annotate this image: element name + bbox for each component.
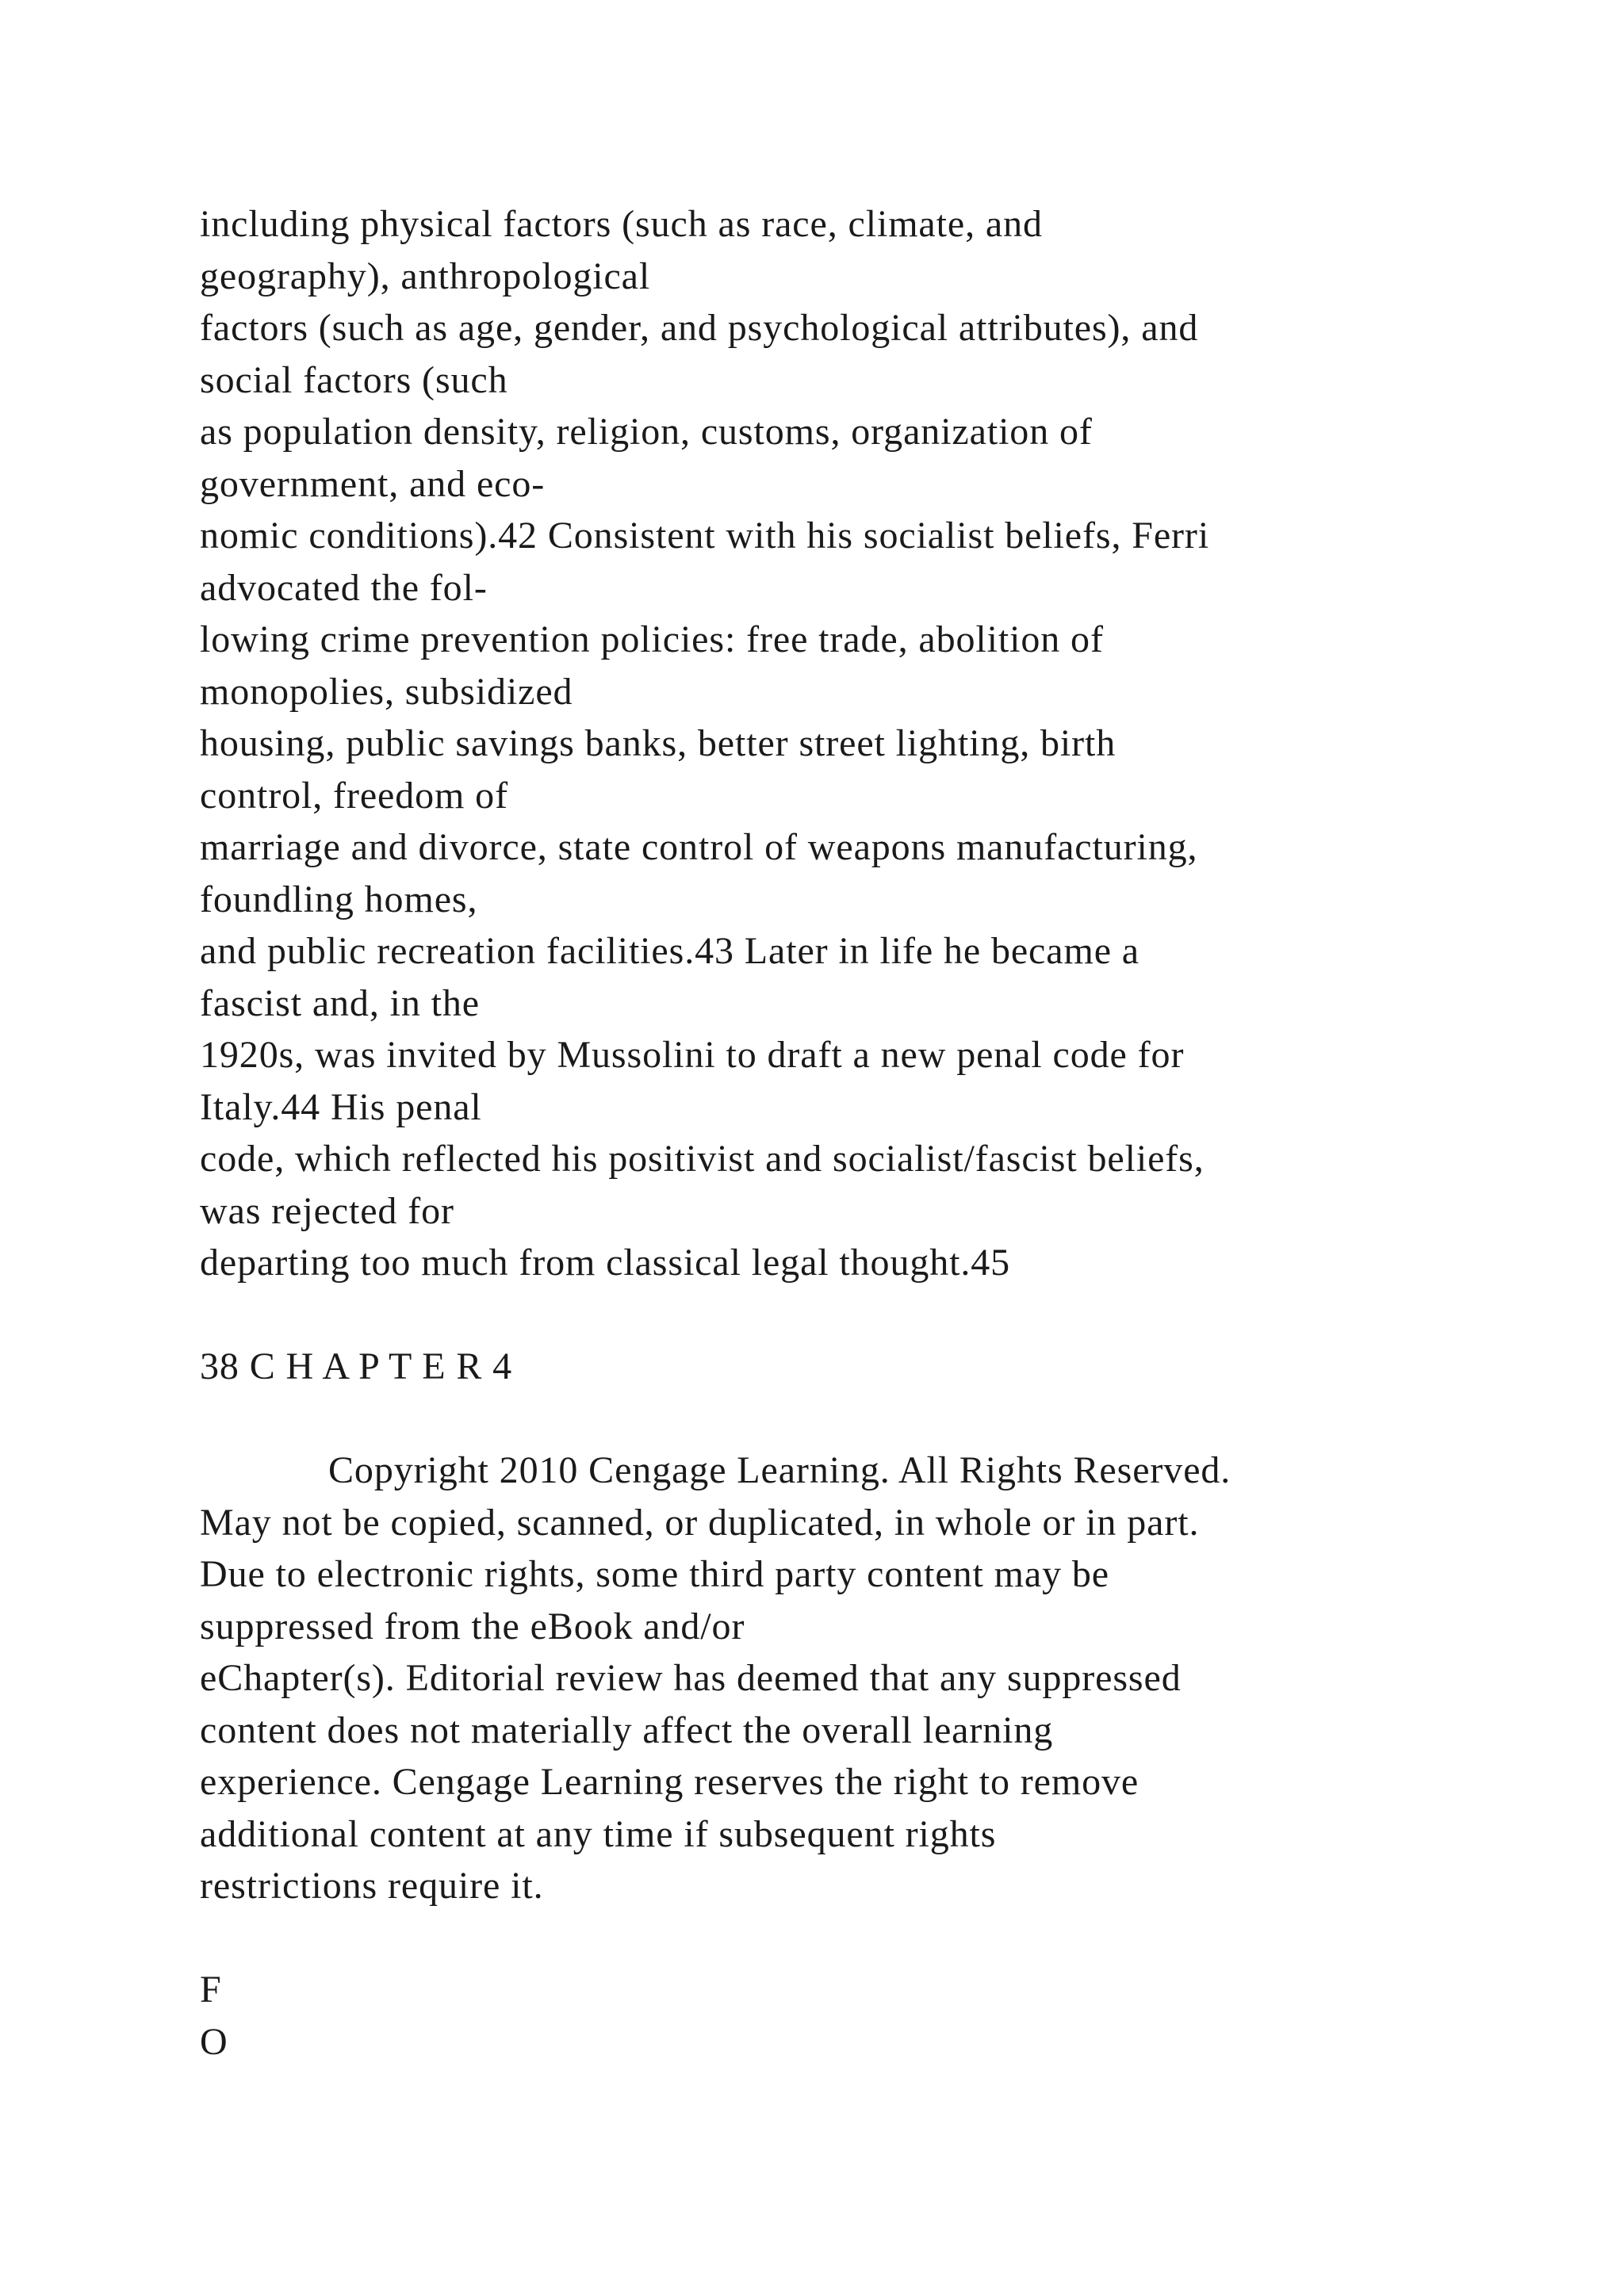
body-line: including physical factors (such as race, climate, and [200, 203, 1043, 245]
body-line: lowing crime prevention policies: free trade, abolition of [200, 618, 1104, 660]
spacer [200, 1393, 1548, 1445]
body-line: departing too much from classical legal thought.45 [200, 1242, 1011, 1284]
body-line: as population density, religion, customs, organization of [200, 411, 1093, 453]
copyright-line: experience. Cengage Learning reserves the right to remove [200, 1761, 1139, 1803]
body-line: foundling homes, [200, 878, 478, 920]
copyright-line: suppressed from the eBook and/or [200, 1605, 745, 1647]
copyright-line: additional content at any time if subsequent rights [200, 1812, 997, 1855]
copyright-line: May not be copied, scanned, or duplicated, in whole or in part. [200, 1501, 1200, 1544]
copyright-line: Due to electronic rights, some third party content may be [200, 1553, 1109, 1595]
copyright-line: eChapter(s). Editorial review has deemed that any suppressed [200, 1657, 1182, 1699]
body-line: social factors (such [200, 358, 508, 401]
trailing-letters [200, 1964, 1548, 2068]
spacer [200, 1912, 1548, 1965]
body-line: 1920s, was invited by Mussolini to draft a new penal code for [200, 1034, 1185, 1076]
body-paragraph [200, 198, 1548, 1289]
body-line: government, and eco- [200, 462, 546, 505]
body-line: advocated the fol- [200, 566, 488, 609]
body-line: monopolies, subsidized [200, 670, 573, 713]
body-line: fascist and, in the [200, 982, 481, 1024]
body-line: marriage and divorce, state control of weapons manufacturing, [200, 826, 1198, 868]
copyright-line: restrictions require it. [200, 1865, 544, 1907]
body-line: nomic conditions).42 Consistent with his socialist beliefs, Ferri [200, 515, 1210, 557]
body-line: and public recreation facilities.43 Later in life he became a [200, 930, 1140, 972]
chapter-header: 38 C H A P T E R 4 [200, 1345, 513, 1387]
trailing-letter: F [200, 1969, 222, 2011]
body-line: code, which reflected his positivist and socialist/fascist beliefs, [200, 1138, 1205, 1180]
spacer [200, 1289, 1548, 1341]
body-line: housing, public savings banks, better street lighting, birth [200, 722, 1116, 764]
copyright-notice [200, 1445, 1548, 1912]
body-line: control, freedom of [200, 774, 508, 817]
body-line: factors (such as age, gender, and psychological attributes), and [200, 307, 1199, 349]
body-line: was rejected for [200, 1189, 454, 1232]
body-line: Italy.44 His penal [200, 1085, 482, 1128]
trailing-letter: O [200, 2020, 228, 2063]
copyright-line: Copyright 2010 Cengage Learning. All Rights Reserved. [328, 1449, 1231, 1491]
document-page [200, 198, 1548, 2068]
copyright-line: content does not materially affect the overall learning [200, 1709, 1054, 1751]
body-line: geography), anthropological [200, 254, 651, 297]
